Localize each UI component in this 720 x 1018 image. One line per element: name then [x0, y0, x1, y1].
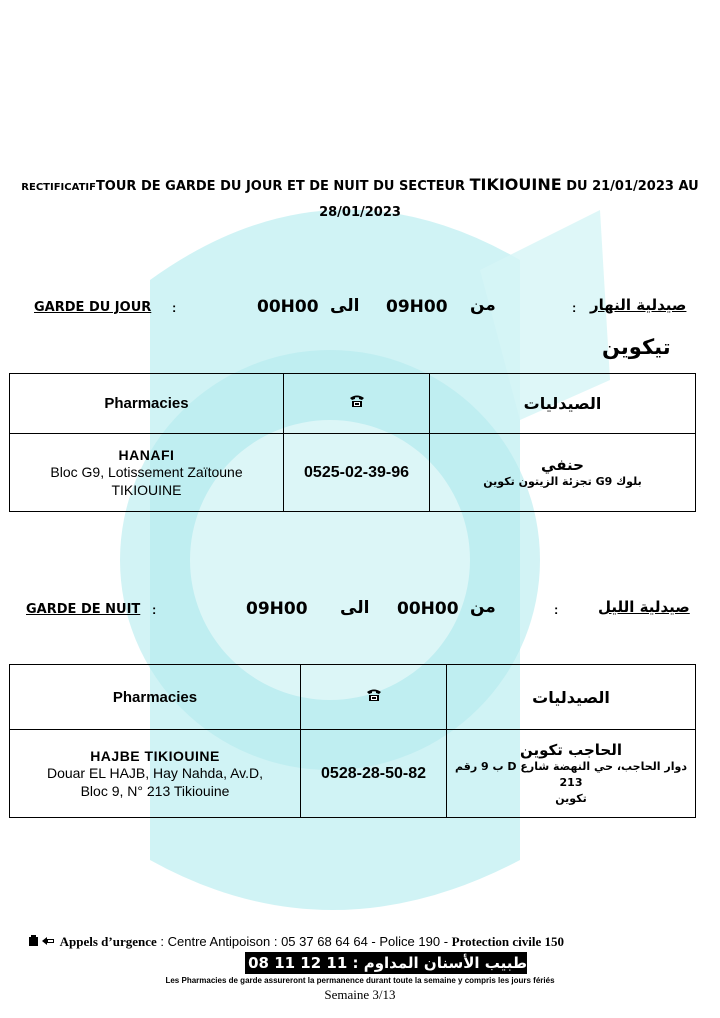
week-number: Semaine 3/13: [324, 987, 396, 1002]
day-pharmacy-table: [9, 373, 696, 512]
day-pharmacy-ar: [430, 434, 696, 512]
telephone-icon: [366, 688, 382, 702]
title-sector: TIKIOUINE: [469, 175, 562, 194]
antipoison-text: Centre Antipoison : 05 37 68 64 64 - Police 190 -: [167, 934, 452, 949]
emergency-line: [28, 934, 692, 950]
day-ila: الى: [330, 296, 360, 316]
night-min: من: [470, 597, 496, 617]
day-min: من: [470, 295, 496, 315]
night-head-pharmacies: Pharmacies: [10, 665, 301, 730]
appels-label: Appels d’urgence: [59, 934, 157, 949]
day-pharmacy-addr-ar: بلوك G9 تجزئة الزيتون تكوين: [483, 474, 642, 488]
day-head-pharmacies: Pharmacies: [10, 374, 284, 434]
night-hour-a: 09H00: [246, 599, 308, 619]
night-pharmacy-addr1: Douar EL HAJB, Hay Nahda, Av.D,: [46, 764, 264, 781]
day-colon: :: [172, 300, 177, 315]
day-pharmacy-name-ar: حنفي: [541, 455, 584, 474]
title-prefix: RECTIFICATIF: [21, 182, 96, 193]
day-city-ar: تيكوين: [602, 335, 671, 359]
permanence-note: Les Pharmacies de garde assureront la permanence durant toute la semaine y compris les jours fériés: [165, 976, 555, 985]
night-pharmacy-addr-ar1: دوار الحاجب، حي النهضة شارع D ب 9 رقم 213: [455, 759, 687, 789]
day-pharmacy-phone: 0525-02-39-96: [284, 434, 430, 512]
day-pharmacy-fr: [10, 434, 284, 512]
day-pharmacy-addr1: Bloc G9, Lotissement Zaïtoune: [50, 463, 243, 480]
phone-emergency-icon: [28, 935, 56, 947]
night-pharmacy-addr2: Bloc 9, N° 213 Tikiouine: [80, 782, 230, 799]
day-pharmacy-name: HANAFI: [118, 446, 175, 463]
night-head-arabic: الصيدليات: [447, 665, 696, 730]
day-label-ar: صيدلية النهار: [590, 296, 687, 314]
night-pharmacy-name: HAJBE TIKIOUINE: [90, 747, 220, 764]
title-line2: 28/01/2023: [319, 205, 401, 220]
day-pharmacy-addr2: TIKIOUINE: [111, 481, 182, 498]
day-colon-ar: :: [572, 300, 577, 315]
day-hour-a: 00H00: [257, 297, 319, 317]
day-label: GARDE DU JOUR: [34, 300, 152, 315]
protection-civile: Protection civile 150: [451, 934, 565, 949]
day-head-arabic: الصيدليات: [430, 374, 696, 434]
day-head-phone: [284, 374, 430, 434]
title-part2: DU 21/01/2023 AU: [561, 179, 699, 194]
night-hour-b: 00H00: [397, 599, 459, 619]
night-pharmacy-table: [9, 664, 696, 818]
night-pharmacy-addr-ar2: تكوين: [555, 791, 587, 805]
night-pharmacy-phone: 0528-28-50-82: [301, 730, 447, 818]
night-colon-ar: :: [554, 602, 559, 617]
night-ila: الى: [340, 598, 370, 618]
title-part1: TOUR DE GARDE DU JOUR ET DE NUIT DU SECTEUR: [95, 179, 470, 194]
night-pharmacy-name-ar: الحاجب تكوين: [519, 740, 623, 759]
night-pharmacy-fr: [10, 730, 301, 818]
night-label: GARDE DE NUIT: [26, 602, 141, 617]
appels-sep: :: [156, 934, 168, 949]
day-hour-b: 09H00: [386, 297, 448, 317]
night-pharmacy-ar: [447, 730, 696, 818]
night-label-ar: صيدلية الليل: [598, 598, 690, 616]
dentist-banner: طبيب الأسنان المداوم : 11 12 11 08 06: [221, 954, 527, 972]
document-title: [10, 172, 710, 225]
night-colon: :: [152, 602, 157, 617]
night-head-phone: [301, 665, 447, 730]
telephone-icon: [349, 394, 365, 408]
